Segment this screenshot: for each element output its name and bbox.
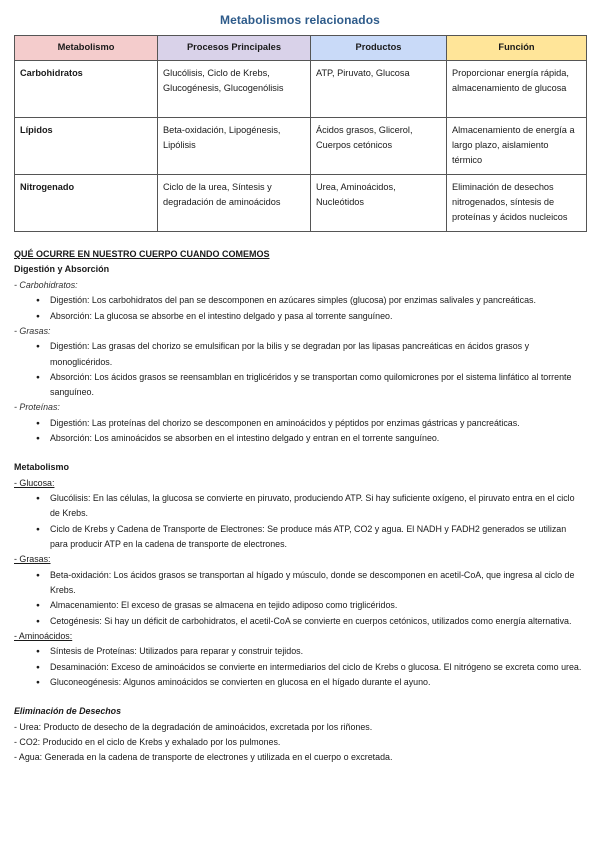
digestion-carbs-label: - Carbohidratos:: [14, 279, 78, 290]
section-title: QUÉ OCURRE EN NUESTRO CUERPO CUANDO COMEMOS: [14, 249, 270, 259]
cell-productos: ATP, Piruvato, Glucosa: [311, 61, 447, 118]
eliminacion-item: - CO2: Producido en el ciclo de Krebs y exhalado por los pulmones.: [14, 736, 281, 747]
metab-amino-list: [14, 644, 586, 690]
digestion-fats-list: [14, 339, 586, 400]
list-item: ● Absorción: Los ácidos grasos se reensamblan en triglicéridos y se transportan como quilomicrones por el sistema linfático al torrente sanguíneo.: [36, 370, 586, 401]
list-item: ● Ciclo de Krebs y Cadena de Transporte de Electrones: Se produce más ATP, CO2 y agua. El NADH y FADH2 generados se utilizan para producir ATP en la cadena de transporte de electrones.: [36, 522, 586, 553]
digestion-carbs-list: [14, 293, 586, 324]
table-header-row: [15, 36, 587, 61]
list-item: ● Gluconeogénesis: Algunos aminoácidos se convierten en glucosa en el hígado durante el ayuno.: [36, 675, 586, 690]
digestion-proteins-list: [14, 416, 586, 447]
cell-funcion: Proporcionar energía rápida, almacenamiento de glucosa: [447, 61, 587, 118]
cell-metabolismo: Carbohidratos: [15, 61, 158, 118]
list-item: ● Digestión: Las grasas del chorizo se emulsifican por la bilis y se degradan por las lipasas pancreáticas en ácidos grasos y monoglicéridos.: [36, 339, 586, 370]
body-content: [14, 247, 586, 765]
metab-fats-list: [14, 568, 586, 629]
metab-glucose-list: [14, 491, 586, 552]
cell-procesos: Ciclo de la urea, Síntesis y degradación de aminoácidos: [158, 175, 311, 232]
cell-productos: Ácidos grasos, Glicerol, Cuerpos cetónicos: [311, 118, 447, 175]
metab-fats-label: - Grasas:: [14, 554, 51, 565]
digestion-fats-label: - Grasas:: [14, 325, 51, 336]
cell-funcion: Almacenamiento de energía a largo plazo, aislamiento térmico: [447, 118, 587, 175]
list-item: ● Absorción: Los aminoácidos se absorben en el intestino delgado y entran en el torrente sanguíneo.: [36, 431, 586, 446]
cell-funcion: Eliminación de desechos nitrogenados, síntesis de proteínas y ácidos nucleicos: [447, 175, 587, 232]
metabolismo-title: Metabolismo: [14, 462, 70, 473]
header-productos: Productos: [311, 36, 447, 61]
table-row: [15, 175, 587, 232]
cell-procesos: Glucólisis, Ciclo de Krebs, Glucogénesis, Glucogenólisis: [158, 61, 311, 118]
cell-procesos: Beta-oxidación, Lipogénesis, Lipólisis: [158, 118, 311, 175]
digestion-title: Digestión y Absorción: [14, 264, 110, 275]
metabolism-table: [14, 35, 587, 232]
digestion-proteins-label: - Proteínas:: [14, 402, 60, 413]
header-metabolismo: Metabolismo: [15, 36, 158, 61]
cell-metabolismo: Nitrogenado: [15, 175, 158, 232]
list-item: ● Síntesis de Proteínas: Utilizados para reparar y construir tejidos.: [36, 644, 586, 659]
page-title: Metabolismos relacionados: [220, 13, 380, 27]
cell-metabolismo: Lípidos: [15, 118, 158, 175]
list-item: ● Absorción: La glucosa se absorbe en el intestino delgado y pasa al torrente sanguíneo.: [36, 309, 586, 324]
list-item: ● Almacenamiento: El exceso de grasas se almacena en tejido adiposo como triglicéridos.: [36, 598, 586, 613]
metab-glucose-label: - Glucosa:: [14, 477, 55, 488]
cell-productos: Urea, Aminoácidos, Nucleótidos: [311, 175, 447, 232]
list-item: ● Beta-oxidación: Los ácidos grasos se transportan al hígado y músculo, donde se descomponen en acetil-CoA, que ingresa al ciclo de Krebs.: [36, 568, 586, 599]
list-item: ● Digestión: Las proteínas del chorizo se descomponen en aminoácidos y péptidos por enzimas gástricas y pancreáticas.: [36, 416, 586, 431]
list-item: ● Desaminación: Exceso de aminoácidos se convierte en intermediarios del ciclo de Krebs o glucosa. El nitrógeno se excreta como urea.: [36, 660, 586, 675]
table-row: [15, 61, 587, 118]
eliminacion-item: - Urea: Producto de desecho de la degradación de aminoácidos, excretada por los riñones.: [14, 721, 373, 732]
eliminacion-title: Eliminación de Desechos: [14, 706, 122, 717]
header-funcion: Función: [447, 36, 587, 61]
metab-amino-label: - Aminoácidos:: [14, 630, 73, 641]
list-item: ● Glucólisis: En las células, la glucosa se convierte en piruvato, produciendo ATP. Si hay suficiente oxígeno, el piruvato entra en el ciclo de Krebs.: [36, 491, 586, 522]
eliminacion-item: - Agua: Generada en la cadena de transporte de electrones y utilizada en el cuerpo o excretada.: [14, 752, 393, 763]
header-procesos: Procesos Principales: [158, 36, 311, 61]
table-row: [15, 118, 587, 175]
list-item: ● Cetogénesis: Si hay un déficit de carbohidratos, el acetil-CoA se convierte en cuerpos cetónicos, utilizados como energía alternativa.: [36, 614, 586, 629]
list-item: ● Digestión: Los carbohidratos del pan se descomponen en azúcares simples (glucosa) por enzimas salivales y pancreáticas.: [36, 293, 586, 308]
